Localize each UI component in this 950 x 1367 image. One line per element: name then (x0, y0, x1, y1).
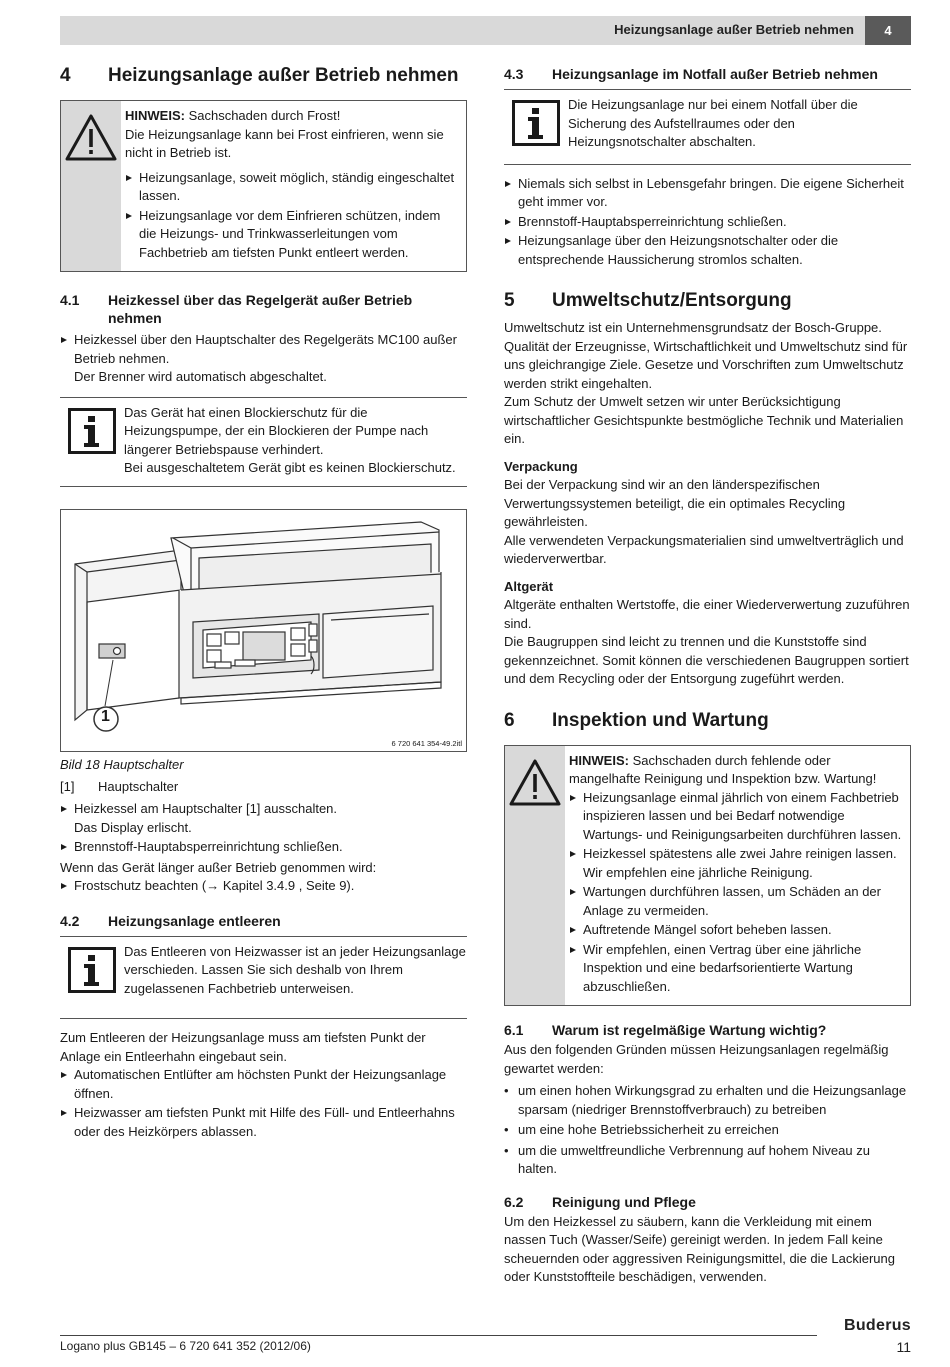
section-4-3-heading: 4.3 Heizungsanlage im Notfall außer Betrieb nehmen (504, 66, 878, 82)
figure-legend: [1] Hauptschalter (60, 778, 179, 794)
switch-off-steps (60, 800, 467, 857)
section-5-heading: 5 Umweltschutz/Entsorgung (504, 290, 792, 311)
section-4-2-heading: 4.2 Heizungsanlage entleeren (60, 912, 281, 929)
warning-text: Die Heizungsanlage kann bei Frost einfrieren, wenn sie nicht in Betrieb ist. (125, 126, 444, 160)
info-text: Das Gerät hat einen Blockierschutz für die Heizungspumpe, der ein Blockieren der Pumpe nach längerer Betriebspause verhindert. (124, 404, 429, 457)
figure-hauptschalter (60, 509, 467, 752)
altgeraet-heading: Altgerät (504, 578, 554, 594)
section-6-1-heading: 6.1 Warum ist regelmäßige Wartung wichtig? (504, 1022, 827, 1038)
list-item: Heizkessel am Hauptschalter [1] ausschalten. Das Display erlischt. (60, 800, 467, 837)
info-icon (68, 947, 116, 993)
drain-steps (60, 1066, 467, 1141)
list-item: Frostschutz beachten (→ Kapitel 3.4.9 , Seite 9). (60, 877, 467, 896)
callout-1: 1 (101, 707, 110, 725)
list-item: • um einen hohen Wirkungsgrad zu erhalten und die Heizungsanlage sparsam (niedriger Brennstoffverbrauch) zu betreiben (504, 1082, 911, 1119)
s5-paragraph: Zum Schutz der Umwelt setzen wir unter Berücksichtigung wirtschaftlicher Gesichtspunkte bestmögliche Technik und Materialien ein. (504, 394, 904, 446)
list-item: Brennstoff-Hauptabsperreinrichtung schließen. (60, 838, 467, 857)
list-item: • um eine hohe Betriebssicherheit zu erreichen (504, 1121, 911, 1140)
list-item: Niemals sich selbst in Lebensgefahr bringen. Die eigene Sicherheit geht immer vor. (504, 175, 911, 212)
list-item: Heizwasser am tiefsten Punkt mit Hilfe des Füll- und Entleerhahns oder des Heizkörpers ablassen. (60, 1104, 467, 1141)
verpackung-heading: Verpackung (504, 458, 578, 474)
drain-intro: Zum Entleeren der Heizungsanlage muss am tiefsten Punkt der Anlage ein Entleerhahn eingebaut sein. (60, 1030, 426, 1064)
s5-paragraph: Umweltschutz ist ein Unternehmensgrundsatz der Bosch-Gruppe. Qualität der Erzeugnisse, Wirtschaftlichkeit und Umweltschutz sind für uns gleichrangige Ziele. Gesetze und Vorschriften zum Umweltschutz werden strikt eingehalten. (504, 320, 908, 391)
section-4-heading: 4 Heizungsanlage außer Betrieb nehmen (60, 65, 459, 86)
header-page-tab: 4 (865, 16, 911, 45)
figure-code: 6 720 641 354-49.2itl (391, 738, 462, 748)
maintenance-warning-box (504, 745, 911, 1007)
brand-logo: Buderus (844, 1317, 911, 1334)
warning-triangle-icon (64, 113, 118, 163)
warning-lead: HINWEIS: Sachschaden durch Frost! (125, 108, 341, 123)
frost-warning-box (60, 100, 467, 272)
page-header (60, 16, 911, 45)
footer-doc-id: Logano plus GB145 – 6 720 641 352 (2012/06) (60, 1339, 311, 1353)
info-text: Das Entleeren von Heizwasser ist an jeder Heizungsanlage verschieden. Lassen Sie sich deshalb von Ihrem zugelassenen Fachbetrieb unterweisen. (124, 943, 466, 996)
info-box-blockierschutz (60, 397, 467, 487)
s41-steps (60, 331, 467, 387)
footer-divider (60, 1335, 817, 1336)
list-item: Brennstoff-Hauptabsperreinrichtung schließen. (504, 213, 911, 232)
warning-list (125, 169, 458, 263)
info-box-entleeren (60, 936, 467, 1020)
s62-paragraph: Um den Heizkessel zu säubern, kann die Verkleidung mit einem nassen Tuch (Wasser/Seife) gereinigt werden. In jedem Fall keine scheuernden oder aggressiven Reinigungsmittel, die die Lackierung oder Kunststoffteile beschädigen, verwenden. (504, 1213, 895, 1284)
page-number: 11 (896, 1339, 911, 1355)
notfall-steps (504, 175, 911, 270)
info-icon (512, 100, 560, 146)
boiler-illustration (61, 510, 466, 749)
altgeraet-paragraph: Die Baugruppen sind leicht zu trennen und die Kunststoffe sind gekennzeichnet. Somit können die verschiedenen Baugruppen sortiert und dem Recycling oder der Entsorgung zugeführt werden. (504, 634, 909, 686)
s61-reasons (504, 1082, 911, 1179)
warning-list (569, 789, 902, 997)
section-6-2-heading: 6.2 Reinigung und Pflege (504, 1193, 696, 1210)
warning-lead: HINWEIS: Sachschaden durch fehlende oder mangelhafte Reinigung und Inspektion bzw. Wartung! (569, 752, 877, 786)
info-box-notfall (504, 89, 911, 165)
longer-off-text: Wenn das Gerät länger außer Betrieb genommen wird: (60, 859, 377, 875)
list-item: Auftretende Mängel sofort beheben lassen. (569, 921, 902, 940)
list-item: Heizkessel spätestens alle zwei Jahre reinigen lassen. Wir empfehlen eine jährliche Reinigung. (569, 845, 902, 882)
list-item: Heizungsanlage vor dem Einfrieren schützen, indem die Heizungs- und Trinkwasserleitungen vom Fachbetrieb am tiefsten Punkt entleert werden. (125, 207, 458, 263)
info-text: Bei ausgeschaltetem Gerät gibt es keinen Blockierschutz. (124, 460, 456, 475)
right-column (504, 64, 911, 1287)
info-text: Die Heizungsanlage nur bei einem Notfall über die Sicherung des Aufstellraumes oder den Heizungsnotschalter abschalten. (568, 97, 858, 149)
s61-intro: Aus den folgenden Gründen müssen Heizungsanlagen regelmäßig gewartet werden: (504, 1042, 889, 1076)
header-title: Heizungsanlage außer Betrieb nehmen (614, 22, 854, 37)
section-4-1-heading: 4.1 Heizkessel über das Regelgerät außer Betrieb nehmen (60, 292, 413, 326)
verpackung-paragraph: Bei der Verpackung sind wir an den länderspezifischen Verwertungssystemen beteiligt, die ein optimales Recycling gewährleisten. (504, 477, 846, 529)
list-item: Heizkessel über den Hauptschalter des Regelgeräts MC100 außer Betrieb nehmen. Der Brenner wird automatisch abgeschaltet. (60, 331, 467, 387)
list-item: Wir empfehlen, einen Vertrag über eine jährliche Inspektion und eine bedarfsorientierte Wartung abzuschließen. (569, 941, 902, 997)
section-6-heading: 6 Inspektion und Wartung (504, 709, 769, 731)
list-item: Heizungsanlage einmal jährlich von einem Fachbetrieb inspizieren lassen und bei Bedarf notwendige Wartungs- und Reinigungsarbeiten durchführen lassen. (569, 789, 902, 845)
left-column (60, 64, 467, 1142)
list-item: Automatischen Entlüfter am höchsten Punkt der Heizungsanlage öffnen. (60, 1066, 467, 1103)
list-item: Heizungsanlage über den Heizungsnotschalter oder die entsprechende Haussicherung stromlos schalten. (504, 232, 911, 269)
info-icon (68, 408, 116, 454)
verpackung-paragraph: Alle verwendeten Verpackungsmaterialien sind umweltverträglich und wiederverwertbar. (504, 532, 904, 566)
figure-caption: Bild 18 Hauptschalter (60, 756, 184, 772)
warning-triangle-icon (508, 758, 562, 808)
list-item: • um die umweltfreundliche Verbrennung auf hohem Niveau zu halten. (504, 1142, 911, 1179)
frost-steps (60, 877, 467, 896)
altgeraet-paragraph: Altgeräte enthalten Wertstoffe, die einer Wiederverwertung zuzuführen sind. (504, 597, 910, 631)
list-item: Heizungsanlage, soweit möglich, ständig eingeschaltet lassen. (125, 169, 458, 206)
list-item: Wartungen durchführen lassen, um Schäden an der Anlage zu vermeiden. (569, 883, 902, 920)
